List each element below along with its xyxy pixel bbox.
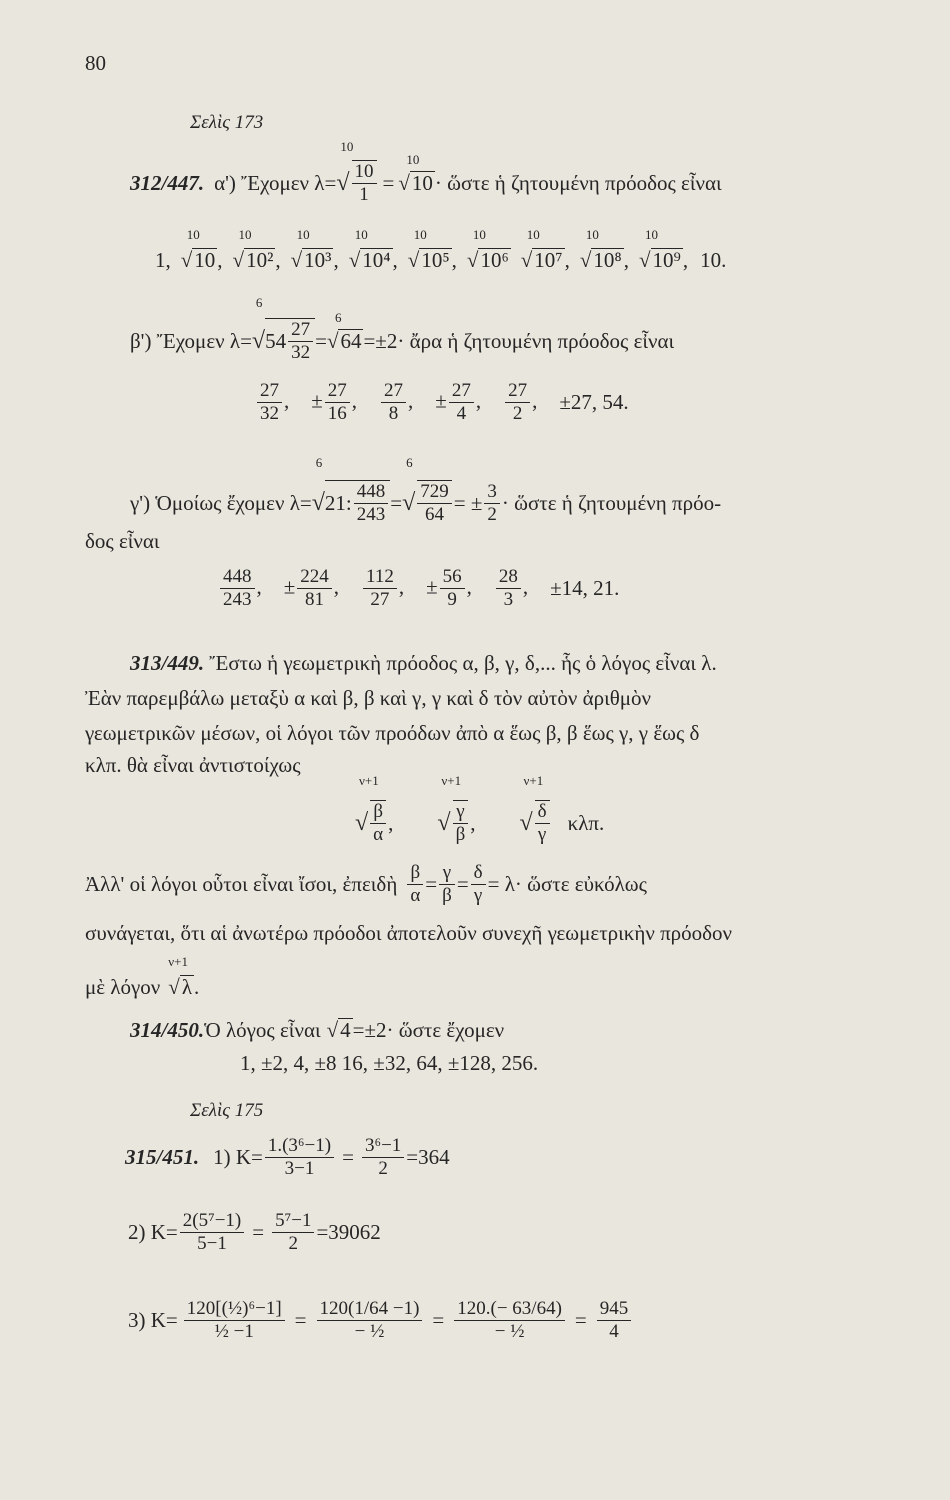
seq-term: ± $\frac{56}{9}$ , xyxy=(426,566,472,610)
radicand xyxy=(325,480,390,526)
fraction xyxy=(354,481,389,526)
seq-root: 10 √10², xyxy=(232,227,281,272)
denominator: 2 xyxy=(512,403,523,424)
radicand: 10² xyxy=(246,248,274,272)
numerator: δ xyxy=(535,801,550,824)
root-index: 10 xyxy=(340,139,354,154)
denominator: − ½ xyxy=(494,1321,525,1342)
radicand: 10⁸ xyxy=(593,248,622,272)
sign: ± xyxy=(435,388,447,413)
fraction xyxy=(363,566,397,611)
root-index: 10 xyxy=(186,227,200,242)
numerator: β xyxy=(370,801,386,824)
section-heading-173: Σελὶς 173 xyxy=(190,112,264,133)
denominator: 5−1 xyxy=(197,1233,227,1254)
radical-sign: √ xyxy=(355,809,369,836)
ex314-rest: =±2· ὥστε ἔχομεν xyxy=(352,1018,505,1042)
fraction xyxy=(454,1298,565,1343)
ex312-b-line xyxy=(130,295,675,364)
root-index: 6 xyxy=(406,455,413,470)
denominator: γ xyxy=(537,824,547,845)
result: =364 xyxy=(406,1145,450,1169)
seq-last: 10. xyxy=(700,248,727,272)
numerator: 120(1/64 −1) xyxy=(317,1298,423,1321)
equals: = xyxy=(574,1308,587,1332)
radical xyxy=(519,773,551,846)
denominator: 243 xyxy=(223,589,252,610)
radical-sign: √ xyxy=(251,327,266,354)
fraction xyxy=(184,1298,285,1343)
fraction xyxy=(440,566,465,611)
numerator: β xyxy=(407,862,423,885)
root-index: ν+1 xyxy=(441,773,462,788)
numerator: 10 xyxy=(352,161,377,184)
root-index: 10 xyxy=(406,151,420,167)
denominator: 1 xyxy=(359,184,369,205)
ex313-all-text: Ἀλλ' οἱ λόγοι οὗτοι εἶναι ἴσοι, ἐπειδὴ xyxy=(85,872,398,896)
denominator: 3 xyxy=(503,589,514,610)
seq-first: 1, xyxy=(155,248,171,272)
radicand: 10⁹ xyxy=(652,248,681,272)
numerator: 28 xyxy=(496,566,521,589)
seq-term: $\frac{27}{2}$ , xyxy=(503,380,537,425)
result: =39062 xyxy=(316,1220,381,1244)
numerator: 5⁷−1 xyxy=(272,1210,314,1233)
ex312-c-intro: γ') Ὁμοίως ἔχομεν λ= xyxy=(130,490,312,515)
radical xyxy=(336,139,378,206)
numerator: 448 xyxy=(220,566,255,589)
numerator: 112 xyxy=(363,566,397,589)
ex314-number: 314/450. xyxy=(130,1018,205,1042)
fraction xyxy=(471,862,486,907)
root-index: 10 xyxy=(472,227,486,242)
radical-sign: √ xyxy=(519,809,533,836)
numerator: δ xyxy=(471,862,486,885)
radical-sign: √ xyxy=(402,489,416,516)
seq-term: ± $\frac{27}{4}$ , xyxy=(435,380,482,424)
fraction xyxy=(449,380,474,425)
denominator: 2 xyxy=(378,1158,388,1179)
numerator: 3⁶−1 xyxy=(362,1135,404,1158)
fraction xyxy=(317,1298,423,1343)
fraction xyxy=(597,1298,632,1343)
ex312-number: 312/447. xyxy=(130,170,205,195)
ex313-roots: ν+1 √ $\frac{\beta}{\alpha}$ , ν+1 √ $\frac{\gamma}{\beta}$ , ν+1 √ $\frac{\delta}{\gamma}$ κλπ. xyxy=(355,773,605,845)
numerator: 3 xyxy=(484,481,500,504)
fraction xyxy=(535,800,550,846)
denominator: 64 xyxy=(425,504,445,525)
fraction xyxy=(352,160,377,206)
root-index: ν+1 xyxy=(168,954,189,969)
denominator: 3−1 xyxy=(284,1158,315,1179)
ex315-part1 xyxy=(125,1135,450,1180)
root-index: 10 xyxy=(354,227,368,242)
sign: ± xyxy=(283,574,296,599)
equals: = xyxy=(382,170,395,195)
fraction xyxy=(325,380,350,425)
ex313-all-tail: = λ· ὥστε εὐκόλως xyxy=(487,872,647,896)
ex315-number: 315/451. xyxy=(125,1145,200,1169)
fraction xyxy=(370,800,386,846)
ex312-b-intro: β') Ἔχομεν λ= xyxy=(130,328,252,353)
denominator: 9 xyxy=(447,589,457,610)
root-index: ν+1 xyxy=(523,773,544,788)
denominator: 16 xyxy=(327,403,347,424)
part-label: 3) K= xyxy=(128,1308,178,1332)
fraction xyxy=(484,481,500,526)
radicand: 10 xyxy=(194,248,216,272)
root-index: 10 xyxy=(238,227,252,242)
denominator: 81 xyxy=(305,589,325,610)
root-index: 10 xyxy=(413,227,427,242)
root-index: 10 xyxy=(296,227,310,242)
radicand: 10⁷ xyxy=(534,248,563,272)
denominator: 243 xyxy=(356,504,386,525)
radical xyxy=(437,773,470,846)
seq-root: 10 √10⁸, xyxy=(579,227,629,272)
numerator: γ xyxy=(453,801,469,824)
whole: 54 xyxy=(265,329,287,353)
equals: = xyxy=(252,1220,265,1244)
denominator: 27 xyxy=(370,589,390,610)
denominator: α xyxy=(410,885,421,906)
root-index: 6 xyxy=(315,455,323,470)
fraction xyxy=(362,1135,404,1180)
fraction xyxy=(453,800,469,846)
radicand: 4 xyxy=(340,1018,351,1042)
radical-sign: √ xyxy=(311,489,325,516)
denominator: ½ −1 xyxy=(214,1321,254,1342)
equals: = xyxy=(390,490,403,515)
ex312-b-text: =±2· ἄρα ἡ ζητουμένη πρόοδος εἶναι xyxy=(363,328,675,353)
seq-root: 10 √10, xyxy=(180,227,223,272)
radical: √4 xyxy=(326,1018,351,1042)
denominator: β xyxy=(442,885,452,906)
seq-term: $\frac{448}{243}$ , xyxy=(218,566,262,611)
denominator: α xyxy=(373,824,384,845)
fraction xyxy=(505,380,530,425)
root-index: 10 xyxy=(585,227,599,242)
ex312-a-line xyxy=(130,139,722,206)
part-label: 2) K= xyxy=(128,1220,178,1244)
radical xyxy=(402,455,454,526)
ex313-text1: Ἔστω ἡ γεωμετρικὴ πρόοδος α, β, γ, δ,... ἧς ὁ λόγος εἶναι λ. xyxy=(204,651,717,675)
section-heading-175: Σελὶς 175 xyxy=(190,1100,264,1121)
ex313-line3: γεωμετρικῶν μέσων, οἱ λόγοι τῶν προόδων ἀπὸ α ἕως β, β ἕως γ, γ ἕως δ xyxy=(85,721,700,745)
fraction xyxy=(381,380,406,425)
equals: = xyxy=(294,1308,307,1332)
root-index: 6 xyxy=(334,309,342,325)
ex314-text: Ὁ λόγος εἶναι xyxy=(204,1018,321,1042)
denominator: β xyxy=(455,824,466,845)
denominator: 4 xyxy=(609,1321,619,1342)
ex313-ratio-line xyxy=(85,954,200,1000)
seq-tail: ±27, 54. xyxy=(559,390,629,414)
fraction xyxy=(297,566,332,611)
denominator: − ½ xyxy=(354,1321,385,1342)
ex312-a-text: · ὥστε ἡ ζητουμένη πρόοδος εἶναι xyxy=(434,170,722,195)
radical: ν+1 √λ. xyxy=(168,954,200,999)
ex312-c-text: · ὥστε ἡ ζητουμένη πρόο- xyxy=(501,490,722,515)
numerator: 27 xyxy=(257,380,282,403)
denominator: 8 xyxy=(388,403,399,424)
numerator: 27 xyxy=(325,380,350,403)
page-number: 80 xyxy=(85,51,106,75)
radical xyxy=(251,295,315,364)
ex312-c-seq xyxy=(218,566,619,611)
fraction xyxy=(220,566,255,611)
equals: = xyxy=(432,1308,445,1332)
numerator: 1.(3⁶−1) xyxy=(265,1135,334,1158)
ex312-b-seq xyxy=(255,380,629,425)
denominator: γ xyxy=(473,885,483,906)
equals-pm: = ± xyxy=(453,490,483,515)
ex312-c-line2: δος εἶναι xyxy=(85,529,160,553)
ex313-line1 xyxy=(130,650,717,676)
radical: 6 √64 xyxy=(326,309,362,353)
fraction xyxy=(265,1135,334,1180)
root-index: 10 xyxy=(644,227,658,242)
equals: = xyxy=(425,872,438,896)
denominator: 2 xyxy=(487,503,497,525)
numerator: 448 xyxy=(354,481,389,504)
radicand xyxy=(265,318,315,364)
radical xyxy=(355,773,388,846)
root-index: 10 xyxy=(526,227,540,242)
fraction xyxy=(439,862,455,907)
ex313-line2: Ἐὰν παρεμβάλω μεταξὺ α καὶ β, β καὶ γ, γ καὶ δ τὸν αὐτὸν ἀριθμὸν xyxy=(85,686,652,710)
seq-root: 10 √10⁵, xyxy=(407,227,457,272)
fraction xyxy=(288,319,313,364)
ex315-part2 xyxy=(128,1210,381,1255)
numerator: 27 xyxy=(505,380,530,403)
with-ratio: μὲ λόγον xyxy=(85,975,161,999)
equals: = xyxy=(342,1145,354,1169)
radicand: 64 xyxy=(340,328,362,353)
ex312-seq-line xyxy=(155,227,727,273)
radicand: 10 xyxy=(411,170,433,195)
ex314-line xyxy=(130,1018,504,1043)
seq-term: ± $\frac{224}{81}$ , xyxy=(283,566,340,610)
numerator: γ xyxy=(439,862,455,885)
numerator: 729 xyxy=(417,481,452,504)
seq-tail: ±14, 21. xyxy=(550,576,620,600)
ex313-number: 313/449. xyxy=(130,651,205,675)
ex315-part3 xyxy=(128,1298,633,1343)
fraction xyxy=(257,380,282,425)
numerator: 2(5⁷−1) xyxy=(180,1210,245,1233)
fraction xyxy=(407,862,423,907)
ex313-line4: κλπ. θὰ εἶναι ἀντιστοίχως xyxy=(85,753,301,777)
denominator: 32 xyxy=(291,342,311,363)
ex312-c-line xyxy=(130,455,722,526)
radical-sign: √ xyxy=(437,809,451,836)
sign: ± xyxy=(311,388,323,413)
seq-root: 10 √10³, xyxy=(290,227,339,272)
seq-term: $\frac{27}{32}$ , xyxy=(255,380,289,425)
seq-term: $\frac{27}{8}$ , xyxy=(379,380,413,425)
denominator: 2 xyxy=(288,1233,299,1254)
numerator: 27 xyxy=(381,380,406,403)
fraction xyxy=(496,566,521,611)
part-label: 1) K= xyxy=(213,1145,263,1169)
equals: = xyxy=(456,872,469,896)
numerator: 224 xyxy=(297,566,332,589)
fraction xyxy=(417,480,452,526)
radical-sign: √ xyxy=(336,169,350,196)
ex314-seq: 1, ±2, 4, ±8 16, ±32, 64, ±128, 256. xyxy=(240,1051,539,1075)
numerator: 945 xyxy=(597,1298,632,1321)
sign: ± xyxy=(426,574,438,599)
radical xyxy=(311,455,391,526)
root-index: ν+1 xyxy=(359,773,379,788)
ex313-equal-line xyxy=(85,862,647,907)
numerator: 120[(½)⁶−1] xyxy=(184,1298,285,1321)
seq-root: 10 √10⁴, xyxy=(348,227,398,272)
seq-term: $\frac{112}{27}$ , xyxy=(361,566,404,611)
root-index: 6 xyxy=(255,295,263,310)
numerator: 27 xyxy=(288,319,313,342)
denominator: 32 xyxy=(260,403,279,424)
seq-term: ± $\frac{27}{16}$ , xyxy=(311,380,358,424)
seq-root: 10 √10⁷, xyxy=(520,227,570,272)
inner: 21: xyxy=(324,491,352,515)
etc: κλπ. xyxy=(567,810,605,835)
seq-term: $\frac{28}{3}$ , xyxy=(494,566,528,611)
radicand: 10⁴ xyxy=(362,248,391,272)
numerator: 120.(− 63/64) xyxy=(454,1298,565,1321)
radicand: 10⁶ xyxy=(480,248,509,272)
ex312-a-intro: α') Ἔχομεν λ= xyxy=(214,170,337,195)
numerator: 27 xyxy=(449,380,474,403)
ex313-concl: συνάγεται, ὅτι αἱ ἀνωτέρω πρόοδοι ἀποτελοῦν συνεχῆ γεωμετρικὴν πρόοδον xyxy=(85,921,733,945)
seq-root: 10 √10⁹, xyxy=(638,227,689,272)
fraction xyxy=(272,1210,314,1255)
radical: 10 √10 xyxy=(398,151,433,195)
fraction xyxy=(180,1210,245,1255)
radicand: 10³ xyxy=(304,248,332,272)
radicand: 10⁵ xyxy=(421,248,450,272)
equals: = xyxy=(315,328,327,353)
denominator: 4 xyxy=(456,403,467,424)
seq-root: 10 √10⁶ xyxy=(466,227,509,272)
radicand: λ xyxy=(181,975,193,999)
numerator: 56 xyxy=(440,566,465,589)
